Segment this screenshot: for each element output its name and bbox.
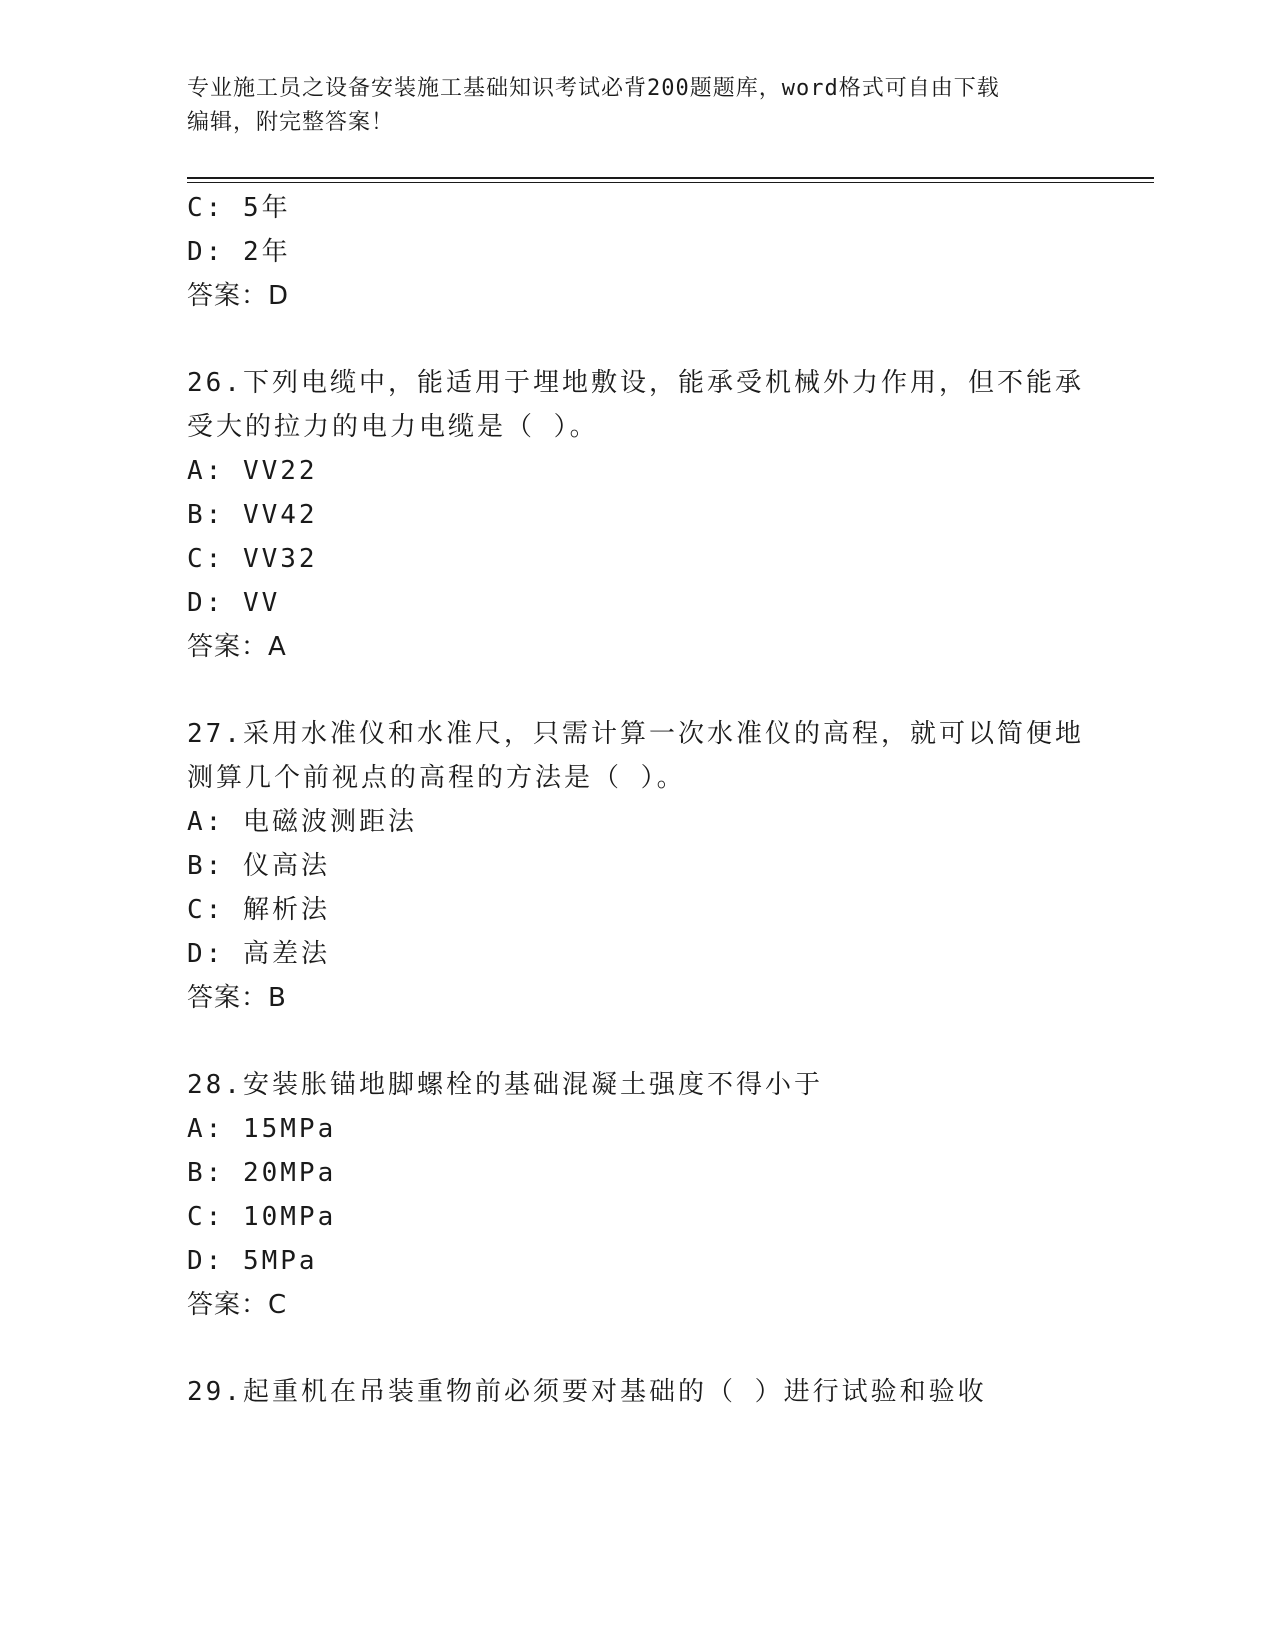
q27-option-b: B: 仪高法 xyxy=(187,851,330,881)
document-header xyxy=(187,72,1087,140)
prev-option-d: D: 2年 xyxy=(187,237,291,267)
q26-option-d: D: VV xyxy=(187,588,281,618)
q26-option-c: C: VV32 xyxy=(187,544,318,574)
q28-stem-line1: 28.安装胀锚地脚螺栓的基础混凝土强度不得小于 xyxy=(187,1070,823,1100)
q28-option-d: D: 5MPa xyxy=(187,1246,318,1276)
header-divider-thin xyxy=(187,182,1154,183)
q26-answer: 答案：A xyxy=(187,632,287,662)
q27-option-d: D: 高差法 xyxy=(187,939,330,969)
prev-answer: 答案：D xyxy=(187,281,290,311)
q27-option-a: A: 电磁波测距法 xyxy=(187,807,417,837)
header-title-line1: 专业施工员之设备安装施工基础知识考试必背200题题库，word格式可自由下载 xyxy=(187,76,1000,101)
q28-option-c: C: 10MPa xyxy=(187,1202,337,1232)
q26-option-b: B: VV42 xyxy=(187,500,318,530)
q29-stem-line1: 29.起重机在吊装重物前必须要对基础的（ ）进行试验和验收 xyxy=(187,1377,987,1407)
header-title-line2: 编辑，附完整答案！ xyxy=(187,110,395,135)
q28-answer: 答案：C xyxy=(187,1290,288,1320)
header-divider-thick xyxy=(187,177,1154,179)
q28-option-b: B: 20MPa xyxy=(187,1158,337,1188)
q28-option-a: A: 15MPa xyxy=(187,1114,337,1144)
prev-option-c: C: 5年 xyxy=(187,193,291,223)
q26-option-a: A: VV22 xyxy=(187,456,318,486)
q26-stem-line1: 26.下列电缆中，能适用于埋地敷设，能承受机械外力作用，但不能承 xyxy=(187,368,1084,398)
q27-option-c: C: 解析法 xyxy=(187,895,330,925)
q26-stem-line2: 受大的拉力的电力电缆是（ ）。 xyxy=(187,412,599,442)
q27-answer: 答案：B xyxy=(187,983,287,1013)
q27-stem-line2: 测算几个前视点的高程的方法是（ ）。 xyxy=(187,763,686,793)
q27-stem-line1: 27.采用水准仪和水准尺，只需计算一次水准仪的高程，就可以简便地 xyxy=(187,719,1084,749)
